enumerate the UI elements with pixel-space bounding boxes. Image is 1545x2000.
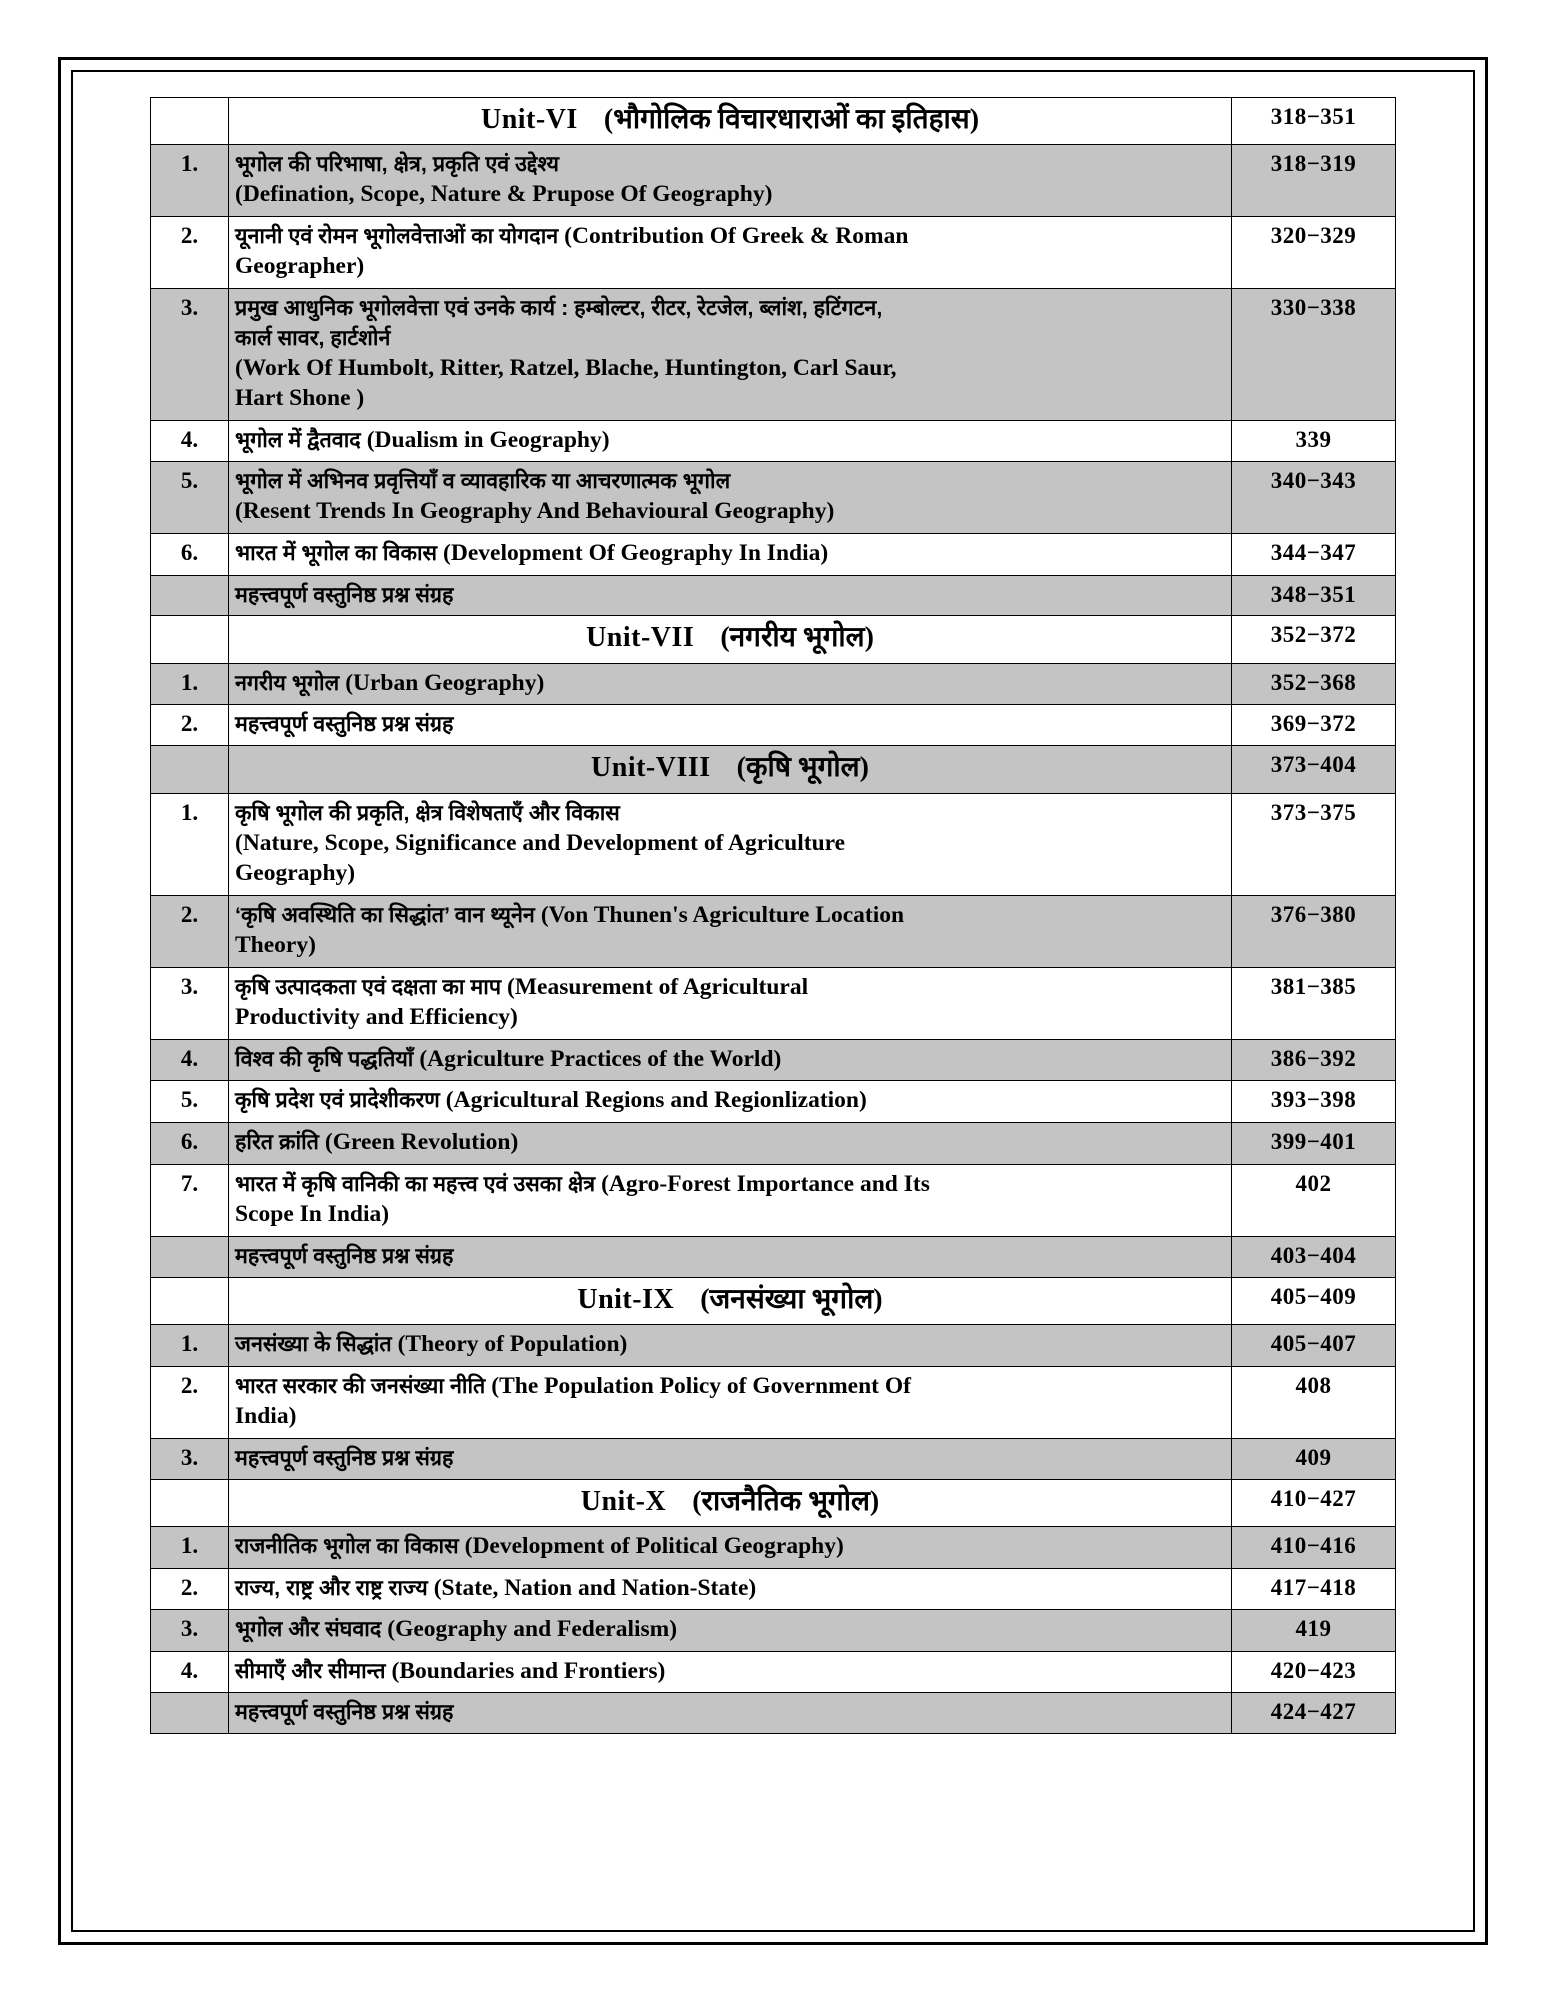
row-number (151, 616, 229, 663)
table-row (151, 1438, 1396, 1479)
title-hindi: कृषि भूगोल की प्रकृति, क्षेत्र विशेषताएँ और विकास (235, 800, 620, 825)
title-line (235, 1371, 1225, 1402)
page-number: 373−404 (1232, 746, 1396, 793)
chapter-title (229, 1693, 1232, 1734)
unit-label-hi: (नगरीय भूगोल) (720, 622, 874, 654)
unit-heading (229, 1479, 1232, 1526)
page-number: 340−343 (1232, 462, 1396, 533)
table-row (151, 1651, 1396, 1693)
row-number: 2. (151, 705, 229, 746)
unit-label-en: Unit-X (580, 1485, 667, 1517)
unit-heading (229, 616, 1232, 663)
row-number (151, 1277, 229, 1324)
title-english: Geographer) (235, 253, 365, 280)
title-hindi: कृषि उत्पादकता एवं दक्षता का माप (235, 974, 508, 999)
table-row (151, 1693, 1396, 1734)
table-row (151, 1039, 1396, 1081)
page-number: 409 (1232, 1438, 1396, 1479)
unit-label-hi: (जनसंख्या भूगोल) (700, 1283, 883, 1315)
chapter-title (229, 420, 1232, 462)
chapter-title (229, 1325, 1232, 1367)
unit-label-hi: (राजनैतिक भूगोल) (692, 1485, 880, 1517)
table-row (151, 1526, 1396, 1568)
table-row (151, 1568, 1396, 1610)
row-number (151, 98, 229, 145)
title-line (235, 1656, 1225, 1687)
title-hindi: भूगोल में अभिनव प्रवृत्तियाँ व व्यावहारिक या आचरणात्मक भूगोल (235, 469, 731, 494)
page-number: 330−338 (1232, 288, 1396, 420)
title-english: (Agricultural Regions and Regionlization) (445, 1087, 867, 1114)
chapter-title (229, 575, 1232, 616)
row-number (151, 575, 229, 616)
unit-label-hi: (भौगोलिक विचारधाराओं का इतिहास) (603, 104, 980, 135)
row-number: 1. (151, 793, 229, 895)
row-number: 4. (151, 420, 229, 462)
page-number: 320−329 (1232, 216, 1396, 288)
title-line (235, 251, 1225, 282)
page-number: 420−423 (1232, 1651, 1396, 1693)
title-hindi: भूगोल की परिभाषा, क्षेत्र, प्रकृति एवं उद्देश्य (235, 152, 559, 177)
title-english: (Defination, Scope, Nature & Prupose Of Geography) (235, 181, 773, 208)
row-number (151, 1693, 229, 1734)
table-row (151, 663, 1396, 705)
row-number: 2. (151, 1366, 229, 1438)
title-hindi: प्रमुख आधुनिक भूगोलवेत्ता एवं उनके कार्य : हम्बोल्टर, रीटर, रेटजेल, ब्लांश, हटिंगटन, (235, 295, 883, 320)
title-line (235, 323, 1225, 353)
title-line (235, 1241, 1225, 1271)
title-hindi: ‘कृषि अवस्थिति का सिद्धांत’ वान थ्यूनेन (235, 902, 541, 927)
table-row (151, 288, 1396, 420)
title-line (235, 425, 1225, 456)
title-english: (Urban Geography) (345, 669, 545, 696)
title-english: (Agro-Forest Importance and Its (601, 1170, 930, 1197)
row-number: 3. (151, 1610, 229, 1652)
table-row (151, 1081, 1396, 1123)
page-number: 369−372 (1232, 705, 1396, 746)
title-english: (Green Revolution) (324, 1129, 519, 1156)
page-number: 352−368 (1232, 663, 1396, 705)
table-row (151, 1123, 1396, 1165)
title-hindi: नगरीय भूगोल (235, 670, 346, 695)
title-line (235, 353, 1225, 384)
page-number: 373−375 (1232, 793, 1396, 895)
title-english: (Boundaries and Frontiers) (391, 1657, 666, 1684)
title-line (235, 930, 1225, 961)
page-number: 381−385 (1232, 967, 1396, 1039)
title-hindi: कृषि प्रदेश एवं प्रादेशीकरण (235, 1088, 446, 1113)
page-number: 419 (1232, 1610, 1396, 1652)
title-hindi: विश्व की कृषि पद्धतियाँ (235, 1046, 420, 1071)
title-line (235, 1199, 1225, 1230)
row-number (151, 746, 229, 793)
unit-heading-row (151, 616, 1396, 663)
table-row (151, 145, 1396, 216)
title-line (235, 383, 1225, 414)
row-number: 2. (151, 895, 229, 967)
title-english: (Contribution Of Greek & Roman (564, 222, 909, 249)
chapter-title (229, 1039, 1232, 1081)
unit-heading (229, 746, 1232, 793)
chapter-title (229, 288, 1232, 420)
chapter-title (229, 663, 1232, 705)
title-line (235, 668, 1225, 699)
table-row (151, 216, 1396, 288)
title-english: Theory) (235, 932, 316, 959)
unit-heading (229, 98, 1232, 145)
table-row (151, 705, 1396, 746)
page-number: 402 (1232, 1164, 1396, 1236)
page-number: 339 (1232, 420, 1396, 462)
page-number: 318−351 (1232, 98, 1396, 145)
page-number: 344−347 (1232, 533, 1396, 575)
title-hindi: कार्ल सावर, हार्टशोर्न (235, 325, 391, 350)
row-number: 5. (151, 1081, 229, 1123)
page-number: 318−319 (1232, 145, 1396, 216)
title-english: (Nature, Scope, Significance and Development of Agriculture (235, 829, 846, 856)
title-english: Scope In India) (235, 1201, 390, 1228)
page-number: 348−351 (1232, 575, 1396, 616)
title-english: (Theory of Population) (397, 1331, 628, 1357)
page-number: 410−427 (1232, 1479, 1396, 1526)
title-hindi: यूनानी एवं रोमन भूगोलवेत्ताओं का योगदान (235, 223, 565, 248)
table-row (151, 967, 1396, 1039)
title-hindi: भारत में कृषि वानिकी का महत्त्व एवं उसका क्षेत्र (235, 1171, 602, 1196)
table-row (151, 420, 1396, 462)
title-english: (Resent Trends In Geography And Behavioural Geography) (235, 498, 835, 525)
page-number: 376−380 (1232, 895, 1396, 967)
title-line (235, 828, 1225, 859)
page-number: 405−409 (1232, 1277, 1396, 1324)
chapter-title (229, 1526, 1232, 1568)
title-hindi: भारत में भूगोल का विकास (235, 540, 444, 565)
title-line (235, 1573, 1225, 1604)
unit-label-en: Unit-IX (577, 1283, 675, 1315)
toc-table (150, 97, 1396, 1734)
unit-label-en: Unit-VIII (591, 752, 711, 784)
table-row (151, 575, 1396, 616)
title-line (235, 1697, 1225, 1727)
title-line (235, 1531, 1225, 1562)
title-english: (Work Of Humbolt, Ritter, Ratzel, Blache, Huntington, Carl Saur, (235, 354, 897, 381)
title-line (235, 1401, 1225, 1432)
chapter-title (229, 1236, 1232, 1277)
page-number: 403−404 (1232, 1236, 1396, 1277)
row-number: 5. (151, 462, 229, 533)
title-line (235, 466, 1225, 496)
title-line (235, 179, 1225, 210)
title-line (235, 149, 1225, 179)
table-row (151, 462, 1396, 533)
title-hindi: राज्य, राष्ट्र और राष्ट्र राज्य (235, 1575, 434, 1600)
title-line (235, 221, 1225, 252)
chapter-title (229, 1568, 1232, 1610)
page-number: 386−392 (1232, 1039, 1396, 1081)
row-number: 3. (151, 1438, 229, 1479)
chapter-title (229, 967, 1232, 1039)
chapter-title (229, 1123, 1232, 1165)
title-hindi: महत्त्वपूर्ण वस्तुनिष्ठ प्रश्न संग्रह (235, 582, 454, 607)
table-row (151, 1610, 1396, 1652)
row-number: 6. (151, 533, 229, 575)
table-row (151, 895, 1396, 967)
title-english: (The Population Policy of Government Of (491, 1372, 911, 1399)
unit-label-hi: (कृषि भूगोल) (736, 752, 869, 784)
row-number: 1. (151, 663, 229, 705)
title-hindi: महत्त्वपूर्ण वस्तुनिष्ठ प्रश्न संग्रह (235, 712, 454, 737)
title-english: (Development of Political Geography) (464, 1532, 844, 1559)
title-hindi: भूगोल और संघवाद (235, 1617, 388, 1642)
title-hindi: भारत सरकार की जनसंख्या नीति (235, 1373, 492, 1398)
page-number: 399−401 (1232, 1123, 1396, 1165)
page-number: 410−416 (1232, 1526, 1396, 1568)
title-english: (State, Nation and Nation-State) (433, 1574, 757, 1601)
table-row (151, 1366, 1396, 1438)
title-hindi: सीमाएँ और सीमान्त (235, 1658, 392, 1683)
chapter-title (229, 1081, 1232, 1123)
title-line (235, 1329, 1225, 1360)
table-row (151, 1236, 1396, 1277)
table-row (151, 1325, 1396, 1367)
row-number: 1. (151, 145, 229, 216)
page-number: 417−418 (1232, 1568, 1396, 1610)
title-line (235, 1127, 1225, 1158)
title-line (235, 496, 1225, 527)
chapter-title (229, 145, 1232, 216)
title-line (235, 1443, 1225, 1473)
title-line (235, 858, 1225, 889)
chapter-title (229, 462, 1232, 533)
page-number: 405−407 (1232, 1325, 1396, 1367)
table-of-contents (150, 97, 1395, 1734)
chapter-title (229, 533, 1232, 575)
title-hindi: भूगोल में द्वैतवाद (235, 427, 367, 452)
page-number: 408 (1232, 1366, 1396, 1438)
unit-label-en: Unit-VI (480, 104, 578, 135)
unit-heading (229, 1277, 1232, 1324)
unit-heading-row (151, 746, 1396, 793)
page-number: 393−398 (1232, 1081, 1396, 1123)
title-hindi: महत्त्वपूर्ण वस्तुनिष्ठ प्रश्न संग्रह (235, 1700, 454, 1725)
chapter-title (229, 895, 1232, 967)
title-line (235, 538, 1225, 569)
title-line (235, 580, 1225, 610)
row-number: 2. (151, 216, 229, 288)
unit-heading-row (151, 1277, 1396, 1324)
title-english: (Development Of Geography In India) (443, 539, 829, 566)
chapter-title (229, 793, 1232, 895)
title-line (235, 900, 1225, 931)
title-english: (Von Thunen's Agriculture Location (540, 901, 905, 928)
row-number: 4. (151, 1039, 229, 1081)
title-hindi: महत्त्वपूर्ण वस्तुनिष्ठ प्रश्न संग्रह (235, 1243, 454, 1268)
unit-label-en: Unit-VII (586, 622, 695, 654)
row-number (151, 1236, 229, 1277)
chapter-title (229, 1438, 1232, 1479)
title-line (235, 1085, 1225, 1116)
title-line (235, 972, 1225, 1003)
chapter-title (229, 1610, 1232, 1652)
title-line (235, 293, 1225, 323)
title-english: Productivity and Efficiency) (235, 1004, 518, 1031)
chapter-title (229, 1164, 1232, 1236)
title-line (235, 1169, 1225, 1200)
table-row (151, 533, 1396, 575)
chapter-title (229, 216, 1232, 288)
page-number: 424−427 (1232, 1693, 1396, 1734)
title-english: (Measurement of Agricultural (507, 973, 809, 1000)
title-english: India) (235, 1403, 297, 1430)
title-line (235, 1044, 1225, 1075)
title-hindi: हरित क्रांति (235, 1130, 325, 1155)
table-row (151, 1164, 1396, 1236)
row-number: 3. (151, 288, 229, 420)
row-number: 1. (151, 1325, 229, 1367)
title-english: Hart Shone ) (235, 385, 365, 412)
unit-heading-row (151, 98, 1396, 145)
row-number (151, 1479, 229, 1526)
row-number: 4. (151, 1651, 229, 1693)
title-line (235, 709, 1225, 739)
title-line (235, 1002, 1225, 1033)
chapter-title (229, 705, 1232, 746)
title-hindi: राजनीतिक भूगोल का विकास (235, 1533, 465, 1558)
chapter-title (229, 1366, 1232, 1438)
title-hindi: जनसंख्या के सिद्धांत (235, 1332, 398, 1356)
title-english: (Geography and Federalism) (387, 1616, 678, 1643)
title-hindi: महत्त्वपूर्ण वस्तुनिष्ठ प्रश्न संग्रह (235, 1445, 454, 1470)
title-line (235, 798, 1225, 828)
row-number: 3. (151, 967, 229, 1039)
row-number: 2. (151, 1568, 229, 1610)
table-row (151, 793, 1396, 895)
title-english: (Agriculture Practices of the World) (419, 1045, 782, 1072)
title-line (235, 1614, 1225, 1645)
title-english: (Dualism in Geography) (366, 426, 610, 453)
row-number: 7. (151, 1164, 229, 1236)
row-number: 6. (151, 1123, 229, 1165)
unit-heading-row (151, 1479, 1396, 1526)
page-number: 352−372 (1232, 616, 1396, 663)
title-english: Geography) (235, 860, 356, 887)
chapter-title (229, 1651, 1232, 1693)
row-number: 1. (151, 1526, 229, 1568)
